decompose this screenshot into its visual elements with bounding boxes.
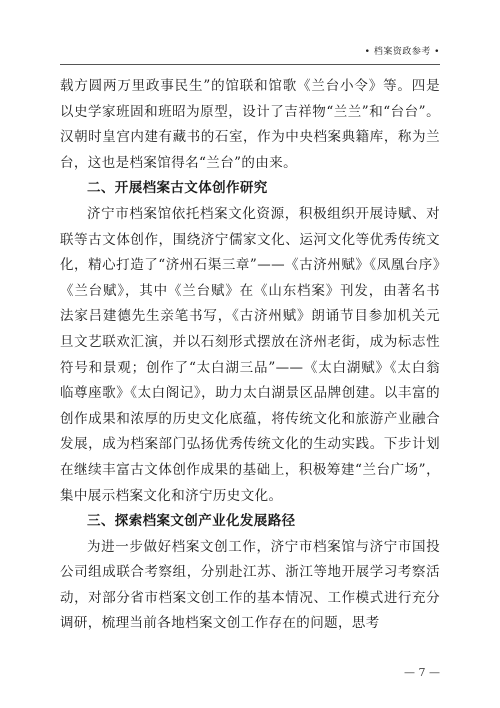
page-number: — 7 —: [404, 666, 440, 679]
header-rule: [60, 64, 440, 65]
paragraph-section-2: 济宁市档案馆依托档案文化资源，积极组织开展诗赋、对联等古文体创作，围绕济宁儒家文化、运河文化等优秀传统文化，精心打造了“济州石渠三章”——《古济州赋》《凤凰台序》《兰台赋》，其中《兰台赋》在《山东档案》刊发，由著名书法家吕建德先生亲笔书写，《古济州赋》朗诵节目参加机关元旦文艺联欢汇演，并以石刻形式摆放在济州老街，成为标志性符号和景观；创作了“太白湖三品”——《太白湖赋》《太白翁临尊座歌》《太白阁记》，助力太白湖景区品牌创建。以丰富的创作成果和浓厚的历史文化底蕴，将传统文化和旅游产业融合发展，成为档案部门弘扬优秀传统文化的生动实践。下步计划在继续丰富古文体创作成果的基础上，积极筹建“兰台广场”，集中展示档案文化和济宁历史文化。: [60, 205, 440, 504]
paragraph-continued: 载方圆两万里政事民生”的馆联和馆歌《兰台小令》等。四是以史学家班固和班昭为原型，设计了吉祥物“兰兰”和“台台”。汉朝时皇宫内建有藏书的石室，作为中央档案典籍库，称为兰台，这也是档案馆得名“兰台”的由来。: [60, 78, 440, 171]
paragraph-section-3: 为进一步做好档案文创工作，济宁市档案馆与济宁市国投公司组成联合考察组，分别赴江苏、浙江等地开展学习考察活动，对部分省市档案文创工作的基本情况、工作模式进行充分调研，梳理当前各地档案文创工作存在的问题，思考: [60, 538, 440, 632]
section-heading-3: 三、探索档案文创产业化发展路径: [87, 513, 296, 530]
body-text: [60, 74, 440, 637]
section-heading-2: 二、开展档案古文体创作研究: [87, 180, 268, 197]
running-header: • 档案资政参考 •: [364, 47, 440, 57]
